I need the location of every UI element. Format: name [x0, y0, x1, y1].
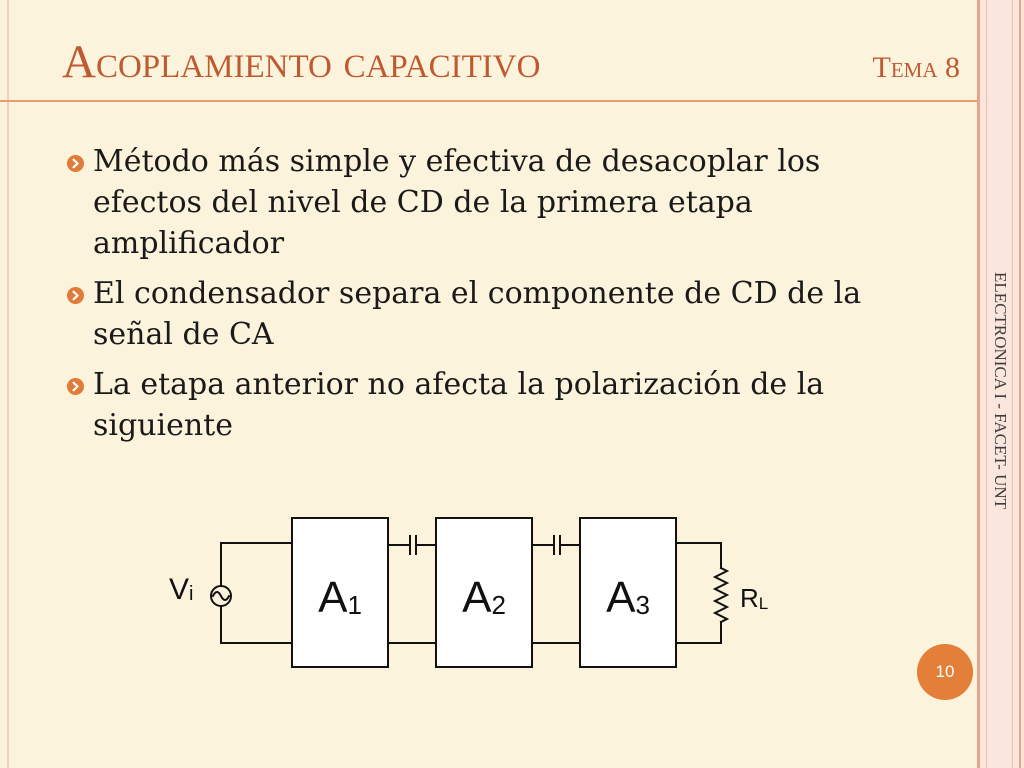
side-footer: ELECTRONICA I - FACET- UNT [991, 272, 1010, 510]
source-label-symbol: V [169, 573, 190, 606]
amplifier-label-2-subscript: 2 [491, 590, 506, 620]
amplifier-label-1-symbol: A [318, 573, 348, 622]
right-stripe-line [1012, 0, 1013, 768]
amplifier-cascade-diagram [150, 500, 800, 690]
page-number: 10 [935, 662, 955, 681]
ac-source-wave [213, 592, 229, 600]
bullet-line: siguiente [93, 408, 233, 443]
left-edge-line [7, 0, 9, 768]
title-divider [0, 100, 977, 102]
load-label [740, 583, 768, 613]
bullet-item [93, 273, 861, 355]
amplifier-label-2-symbol: A [462, 573, 492, 622]
right-stripe-line [986, 0, 987, 768]
slide-title: Acoplamiento capacitivo [62, 36, 541, 88]
load-label-symbol: R [740, 583, 759, 613]
bullet-line: El condensador separa el componente de CD de la [93, 276, 862, 311]
right-stripe-line [977, 0, 980, 768]
amplifier-label-3-symbol: A [606, 573, 636, 622]
right-stripe-line [1019, 0, 1021, 768]
source-label [169, 573, 193, 606]
bullet-item [93, 141, 861, 264]
page-number-badge [917, 644, 973, 700]
load-label-subscript: L [758, 594, 769, 613]
bullet-item [93, 364, 861, 446]
bullet-line: La etapa anterior no afecta la polarización de la [93, 367, 825, 402]
bullet-line: efectos del nivel de CD de la primera etapa [93, 185, 753, 220]
bullet-list [93, 141, 861, 455]
slide-topic: Tema 8 [872, 51, 960, 84]
source-label-subscript: i [189, 583, 194, 605]
amplifier-label-3-subscript: 3 [635, 590, 650, 620]
bullet-arrow-icon [67, 378, 84, 395]
bullet-line: señal de CA [93, 317, 274, 352]
bullet-arrow-icon [67, 155, 84, 172]
bullet-arrow-icon [67, 287, 84, 304]
load-resistor-icon [715, 568, 727, 622]
bullet-line: amplificador [93, 226, 285, 261]
bullet-line: Método más simple y efectiva de desacoplar los [93, 144, 821, 179]
amplifier-label-1-subscript: 1 [347, 590, 362, 620]
